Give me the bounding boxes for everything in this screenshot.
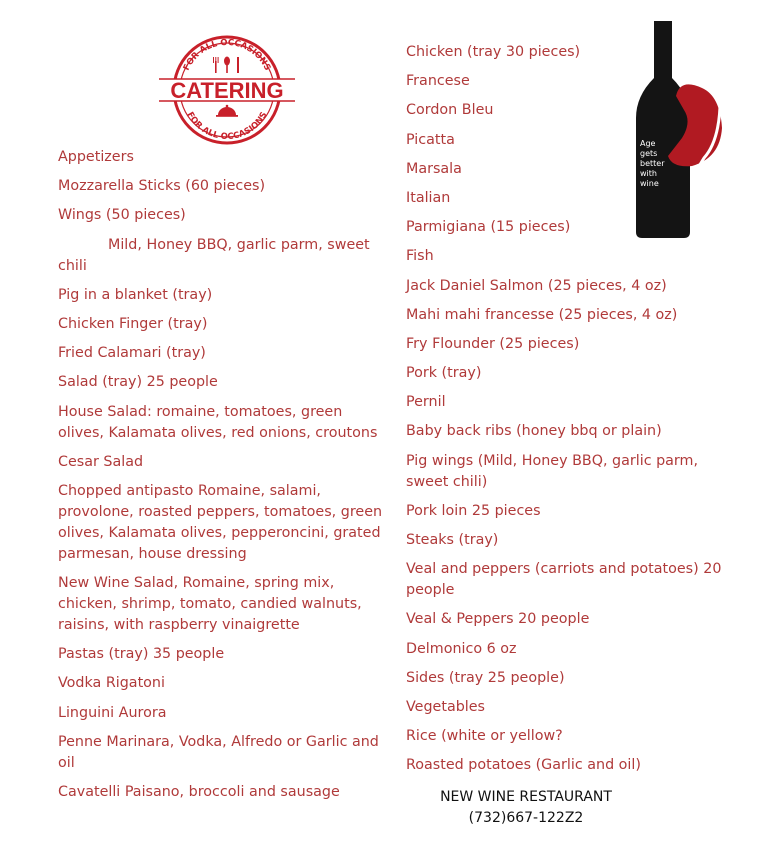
menu-section-pork: Pork (tray) bbox=[406, 365, 482, 382]
menu-item: Mahi mahi francesse (25 pieces, 4 oz) bbox=[406, 306, 678, 323]
menu-left-column bbox=[58, 147, 390, 811]
menu-item: Jack Daniel Salmon (25 pieces, 4 oz) bbox=[406, 277, 667, 294]
menu-item: Pork loin 25 pieces bbox=[406, 502, 541, 519]
restaurant-name: NEW WINE RESTAURANT bbox=[440, 789, 612, 805]
menu-item-detail: Mild, Honey BBQ, garlic parm, sweet chili bbox=[58, 236, 370, 274]
menu-item: Roasted potatoes (Garlic and oil) bbox=[406, 757, 641, 774]
menu-section-sides: Sides (tray 25 people) bbox=[406, 669, 565, 686]
menu-section-steaks: Steaks (tray) bbox=[406, 532, 499, 548]
restaurant-phone: (732)667-122Z2 bbox=[468, 810, 584, 826]
menu-item: Marsala bbox=[406, 160, 462, 177]
menu-item: Pig wings (Mild, Honey BBQ, garlic parm, sweet chili) bbox=[406, 452, 699, 490]
menu-item: Fry Flounder (25 pieces) bbox=[406, 335, 580, 352]
menu-item: Cesar Salad bbox=[58, 453, 144, 470]
menu-section-appetizers: Appetizers bbox=[58, 149, 134, 165]
menu-item: House Salad: romaine, tomatoes, green olives, Kalamata olives, red onions, croutons bbox=[58, 403, 378, 441]
menu-item: Vodka Rigatoni bbox=[58, 675, 165, 692]
menu-item: Baby back ribs (honey bbq or plain) bbox=[406, 423, 662, 440]
menu-item: Italian bbox=[406, 189, 451, 206]
menu-section-chicken: Chicken (tray 30 pieces) bbox=[406, 44, 581, 60]
menu-item: Cordon Bleu bbox=[406, 102, 494, 119]
menu-item: Veal & Peppers 20 people bbox=[406, 611, 590, 628]
menu-item: Pernil bbox=[406, 394, 446, 411]
menu-item: Wings (50 pieces) bbox=[58, 207, 186, 224]
menu-item: New Wine Salad, Romaine, spring mix, chicken, shrimp, tomato, candied walnuts, raisins, with raspberry vinaigrette bbox=[58, 575, 362, 634]
menu-item: Delmonico 6 oz bbox=[406, 640, 517, 657]
menu-item: Picatta bbox=[406, 131, 455, 148]
logo-title: CATERING bbox=[170, 78, 284, 103]
menu-item: Fried Calamari (tray) bbox=[58, 345, 206, 362]
menu-item: Linguini Aurora bbox=[58, 704, 167, 721]
menu-item: Cavatelli Paisano, broccoli and sausage bbox=[58, 784, 340, 800]
bottle-label: Age gets better with wine bbox=[640, 139, 665, 188]
menu-item: Penne Marinara, Vodka, Alfredo or Garlic and oil bbox=[58, 733, 379, 771]
menu-item: Rice (white or yellow? bbox=[406, 728, 563, 745]
menu-item: Pig in a blanket (tray) bbox=[58, 286, 213, 303]
utensils-icon bbox=[213, 57, 239, 74]
menu-section-pastas: Pastas (tray) 35 people bbox=[58, 646, 225, 663]
menu-section-fish: Fish bbox=[406, 248, 434, 265]
catering-logo bbox=[157, 35, 297, 145]
logo-bottom-text: FOR ALL OCCASIONS bbox=[184, 110, 270, 143]
menu-item: Chicken Finger (tray) bbox=[58, 315, 208, 332]
menu-section-salad: Salad (tray) 25 people bbox=[58, 374, 218, 391]
menu-right-column bbox=[406, 42, 724, 785]
menu-item: Parmigiana (15 pieces) bbox=[406, 219, 571, 236]
menu-item: Chopped antipasto Romaine, salami, provolone, roasted peppers, tomatoes, green olives, Kalamata olives, pepperoncini, grated parmesan, house dressing bbox=[58, 482, 383, 562]
logo-top-text: FOR ALL OCCASIONS bbox=[181, 37, 273, 73]
menu-item: Mozzarella Sticks (60 pieces) bbox=[58, 178, 266, 195]
menu-item: Veal and peppers (carriots and potatoes) 20 people bbox=[406, 561, 722, 599]
menu-item: Francese bbox=[406, 73, 470, 90]
cloche-icon bbox=[216, 105, 238, 117]
menu-item: Vegetables bbox=[406, 698, 485, 715]
